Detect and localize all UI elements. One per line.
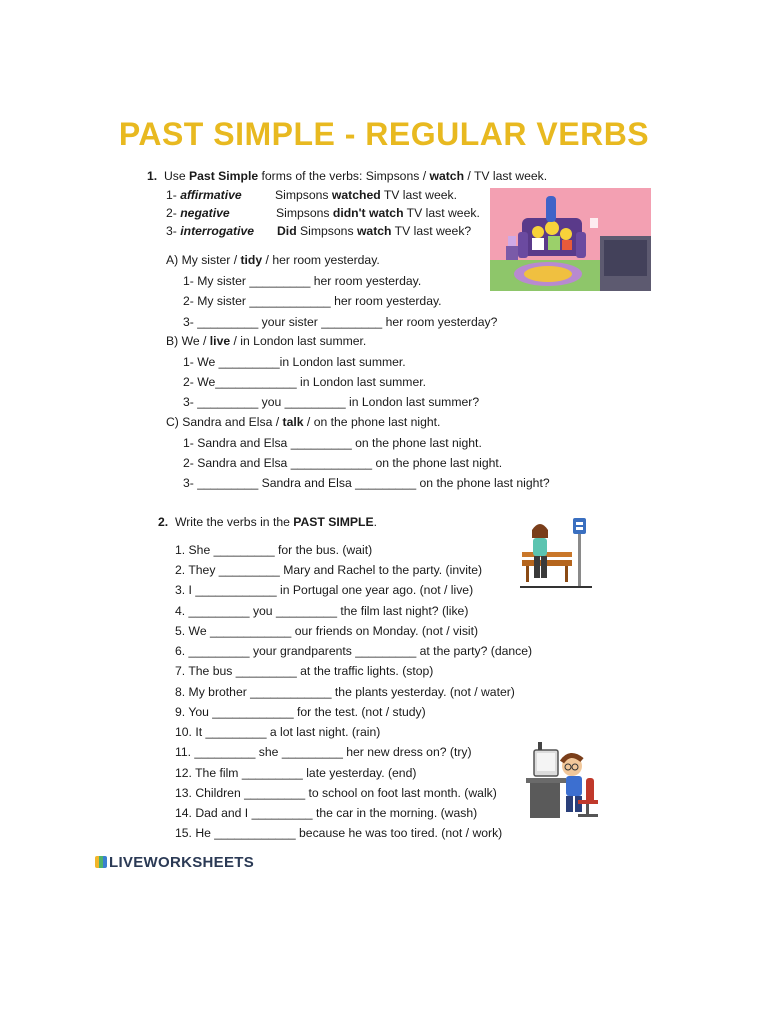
exercise-number: 2. [158,515,169,529]
tired-student-computer-illustration [520,738,606,820]
list-item: 10. It _________ a lot last night. (rain) [175,725,381,739]
exercise-number: 1. [147,169,158,183]
list-item: 1- Sandra and Elsa _________ on the phone last night. [183,436,482,450]
form-negative: 2- negative [166,206,230,220]
group-a-prompt: A) My sister / tidy / her room yesterday. [166,253,380,267]
exercise-2-instruction: 2. Write the verbs in the PAST SIMPLE. [158,515,378,529]
list-item: 11. _________ she _________ her new dress on? (try) [175,745,472,759]
list-item: 3- _________ Sandra and Elsa _________ on the phone last night? [183,476,550,490]
form-interrogative: 3- interrogative [166,224,255,238]
list-item: 1- We _________in London last summer. [183,355,406,369]
liveworksheets-logo-icon [95,856,107,868]
list-item: 3- _________ your sister _________ her room yesterday? [183,315,498,329]
list-item: 1. She _________ for the bus. (wait) [175,543,373,557]
list-item: 14. Dad and I _________ the car in the morning. (wash) [175,806,478,820]
list-item: 2- Sandra and Elsa ____________ on the phone last night. [183,456,503,470]
form-negative-example: Simpsons didn't watch TV last week. [276,206,480,220]
bus-stop-woman-illustration [520,516,592,590]
page-title: PAST SIMPLE - REGULAR VERBS [118,116,650,152]
list-item: 9. You ____________ for the test. (not / study) [175,705,426,719]
list-item: 13. Children _________ to school on foot last month. (walk) [175,786,497,800]
list-item: 5. We ____________ our friends on Monday. (not / visit) [175,624,479,638]
exercise-1-instruction: 1. Use Past Simple forms of the verbs: Simpsons / watch / TV last week. [147,169,548,183]
liveworksheets-logo: LIVEWORKSHEETS [95,854,254,871]
list-item: 12. The film _________ late yesterday. (end) [175,766,417,780]
list-item: 2. They _________ Mary and Rachel to the party. (invite) [175,563,483,577]
simpsons-tv-illustration [490,188,651,291]
list-item: 3. I ____________ in Portugal one year ago. (not / live) [175,583,474,597]
group-b-prompt: B) We / live / in London last summer. [166,334,367,348]
list-item: 2- We____________ in London last summer. [183,375,427,389]
list-item: 15. He ____________ because he was too tired. (not / work) [175,826,503,840]
list-item: 3- _________ you _________ in London last summer? [183,395,480,409]
group-c-prompt: C) Sandra and Elsa / talk / on the phone last night. [166,415,441,429]
list-item: 6. _________ your grandparents _________ at the party? (dance) [175,644,533,658]
list-item: 1- My sister _________ her room yesterday. [183,274,422,288]
list-item: 8. My brother ____________ the plants yesterday. (not / water) [175,685,515,699]
form-affirmative: 1- affirmative [166,188,242,202]
list-item: 4. _________ you _________ the film last night? (like) [175,604,469,618]
form-affirmative-example: Simpsons watched TV last week. [275,188,457,202]
list-item: 2- My sister ____________ her room yesterday. [183,294,442,308]
form-interrogative-example: Did Simpsons watch TV last week? [277,224,472,238]
list-item: 7. The bus _________ at the traffic lights. (stop) [175,664,434,678]
